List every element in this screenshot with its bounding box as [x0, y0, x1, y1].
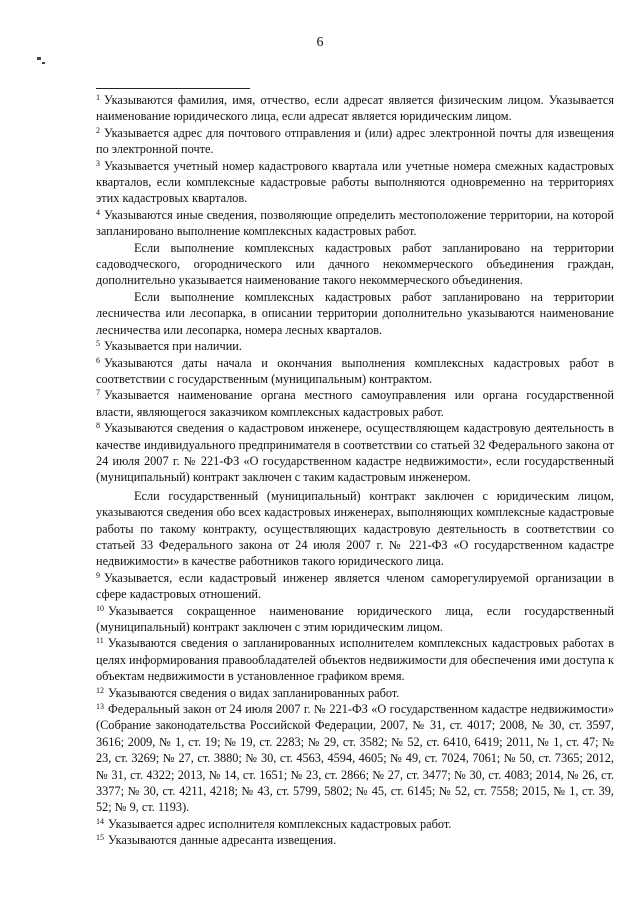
- footnote-marker: 14: [96, 816, 104, 826]
- footnote-marker: 3: [96, 158, 100, 168]
- scan-speck: [37, 57, 41, 60]
- footnote-text: Федеральный закон от 24 июля 2007 г. № 221-ФЗ «О государственном кадастре недвижимости» (Собрание законодательства Российской Федерации, 2007, № 31, ст. 4017; 2008, № 30, ст. 3597, 3616; 2009, № 1, ст. 19; № 19, ст. 2283; № 29, ст. 3582; № 52, ст. 6410, 6419; 2011, № 1, ст. 47; № 23, ст. 3269; № 27, ст. 3880; № 30, ст. 4563, 4594, 4605; № 49, ст. 7024, 7061; № 50, ст. 7365; 2012, № 31, ст. 4322; 2013, № 14, ст. 1651; № 23, ст. 2866; № 27, ст. 3477; № 30, ст. 4083; 2014, № 26, ст. 3377; № 30, ст. 4211, 4218; № 43, ст. 5799, 5802; № 45, ст. 6145; № 52, ст. 7558; 2015, № 1, ст. 39, 52; № 9, ст. 1193).: [96, 702, 614, 815]
- footnote-text: Указываются даты начала и окончания выполнения комплексных кадастровых работ в соответствии с государственным (муниципальным) контрактом.: [96, 355, 614, 386]
- footnote-text: Указываются данные адресанта извещения.: [108, 833, 337, 848]
- footnote-6: [96, 355, 614, 388]
- footnote-12: [96, 685, 614, 701]
- footnote-marker: 6: [96, 355, 100, 365]
- footnote-2: [96, 125, 614, 158]
- footnote-marker: 9: [96, 570, 100, 580]
- page-number: 6: [316, 35, 324, 50]
- footnote-marker: 15: [96, 833, 104, 843]
- footnote-1: [96, 92, 614, 125]
- footnote-marker: 5: [96, 339, 100, 349]
- footnote-separator: [96, 88, 250, 89]
- footnote-text: Указывается наименование органа местного самоуправления или органа государственной власти, являющегося заказчиком комплексных кадастровых работ.: [96, 388, 614, 419]
- footnote-9: [96, 570, 614, 603]
- footnote-15: [96, 832, 614, 848]
- footnote-13: [96, 701, 614, 816]
- footnote-marker: 1: [96, 93, 100, 102]
- footnote-text: Указывается адрес исполнителя комплексных кадастровых работ.: [108, 816, 452, 831]
- footnote-marker: 13: [96, 702, 104, 712]
- footnote-7: [96, 387, 614, 420]
- footnote-text: Указываются сведения о видах запланированных работ.: [108, 685, 400, 700]
- footnote-marker: 7: [96, 388, 100, 398]
- footnote-marker: 2: [96, 125, 100, 135]
- footnote-text: Указывается, если кадастровый инженер является членом саморегулируемой организации в сфере кадастровых отношений.: [96, 570, 614, 602]
- footnote-paragraph: Если государственный (муниципальный) контракт заключен с юридическим лицом, указываются сведения обо всех кадастровых инженерах, выполняющих комплексные кадастровые работы по такому контракту, осуществляющих кадастровую деятельность в соответствии со статьей 33 Федерального закона от 24 июля 2007 г. № 221-ФЗ «О государственном кадастре недвижимости» в качестве работников такого юридического лица.: [96, 488, 614, 569]
- footnote-5: [96, 338, 614, 354]
- footnote-marker: 11: [96, 636, 104, 646]
- footnote-text: Указываются сведения о запланированных исполнителем комплексных кадастровых работах в целях информирования правообладателей объектов недвижимости для обеспечения ими доступа к объектам недвижимости в установленное графиком время.: [96, 636, 614, 684]
- footnote-paragraph: Если выполнение комплексных кадастровых работ запланировано на территории лесничества или лесопарка, в описании территории дополнительно указываются наименование лесничества или лесопарка, номера лесных кварталов.: [96, 289, 614, 337]
- footnote-marker: 12: [96, 685, 104, 695]
- footnotes: [96, 92, 614, 849]
- footnote-11: [96, 635, 614, 684]
- footnote-3: [96, 158, 614, 207]
- footnote-text: Указывается при наличии.: [104, 339, 242, 354]
- scan-speck: [42, 62, 45, 64]
- footnote-marker: 8: [96, 421, 100, 431]
- footnote-8: [96, 420, 614, 486]
- footnote-text: Указывается адрес для почтового отправления и (или) адрес электронной почты для извещения по электронной почте.: [96, 125, 614, 157]
- footnote-text: Указываются фамилия, имя, отчество, если адресат является физическим лицом. Указывается наименование юридического лица, если адресат является юридическим лицом.: [96, 93, 614, 124]
- footnote-paragraph: Если выполнение комплексных кадастровых работ запланировано на территории садоводческого, огороднического или дачного некоммерческого объединения граждан, дополнительно указывается наименование такого некоммерческого объединения.: [96, 240, 614, 288]
- footnote-text: Указываются иные сведения, позволяющие определить местоположение территории, на которой запланировано выполнение комплексных кадастровых работ.: [96, 207, 614, 239]
- footnote-14: [96, 816, 614, 832]
- footnote-marker: 4: [96, 207, 100, 217]
- footnote-text: Указывается учетный номер кадастрового квартала или учетные номера смежных кадастровых кварталов, если комплексные кадастровые работы выполняются одновременно на территориях этих кадастровых кварталов.: [96, 158, 614, 206]
- footnote-text: Указываются сведения о кадастровом инженере, осуществляющем кадастровую деятельность в качестве индивидуального предпринимателя в соответствии со статьей 32 Федерального закона от 24 июля 2007 г. № 221-ФЗ «О государственном кадастре недвижимости», если государственный (муниципальный) контракт заключен с таким кадастровым инженером.: [96, 421, 614, 485]
- footnote-4: [96, 207, 614, 240]
- footnote-text: Указывается сокращенное наименование юридического лица, если государственный (муниципальный) контракт заключен с этим юридическим лицом.: [96, 603, 614, 634]
- footnote-10: [96, 603, 614, 636]
- footnote-marker: 10: [96, 603, 104, 613]
